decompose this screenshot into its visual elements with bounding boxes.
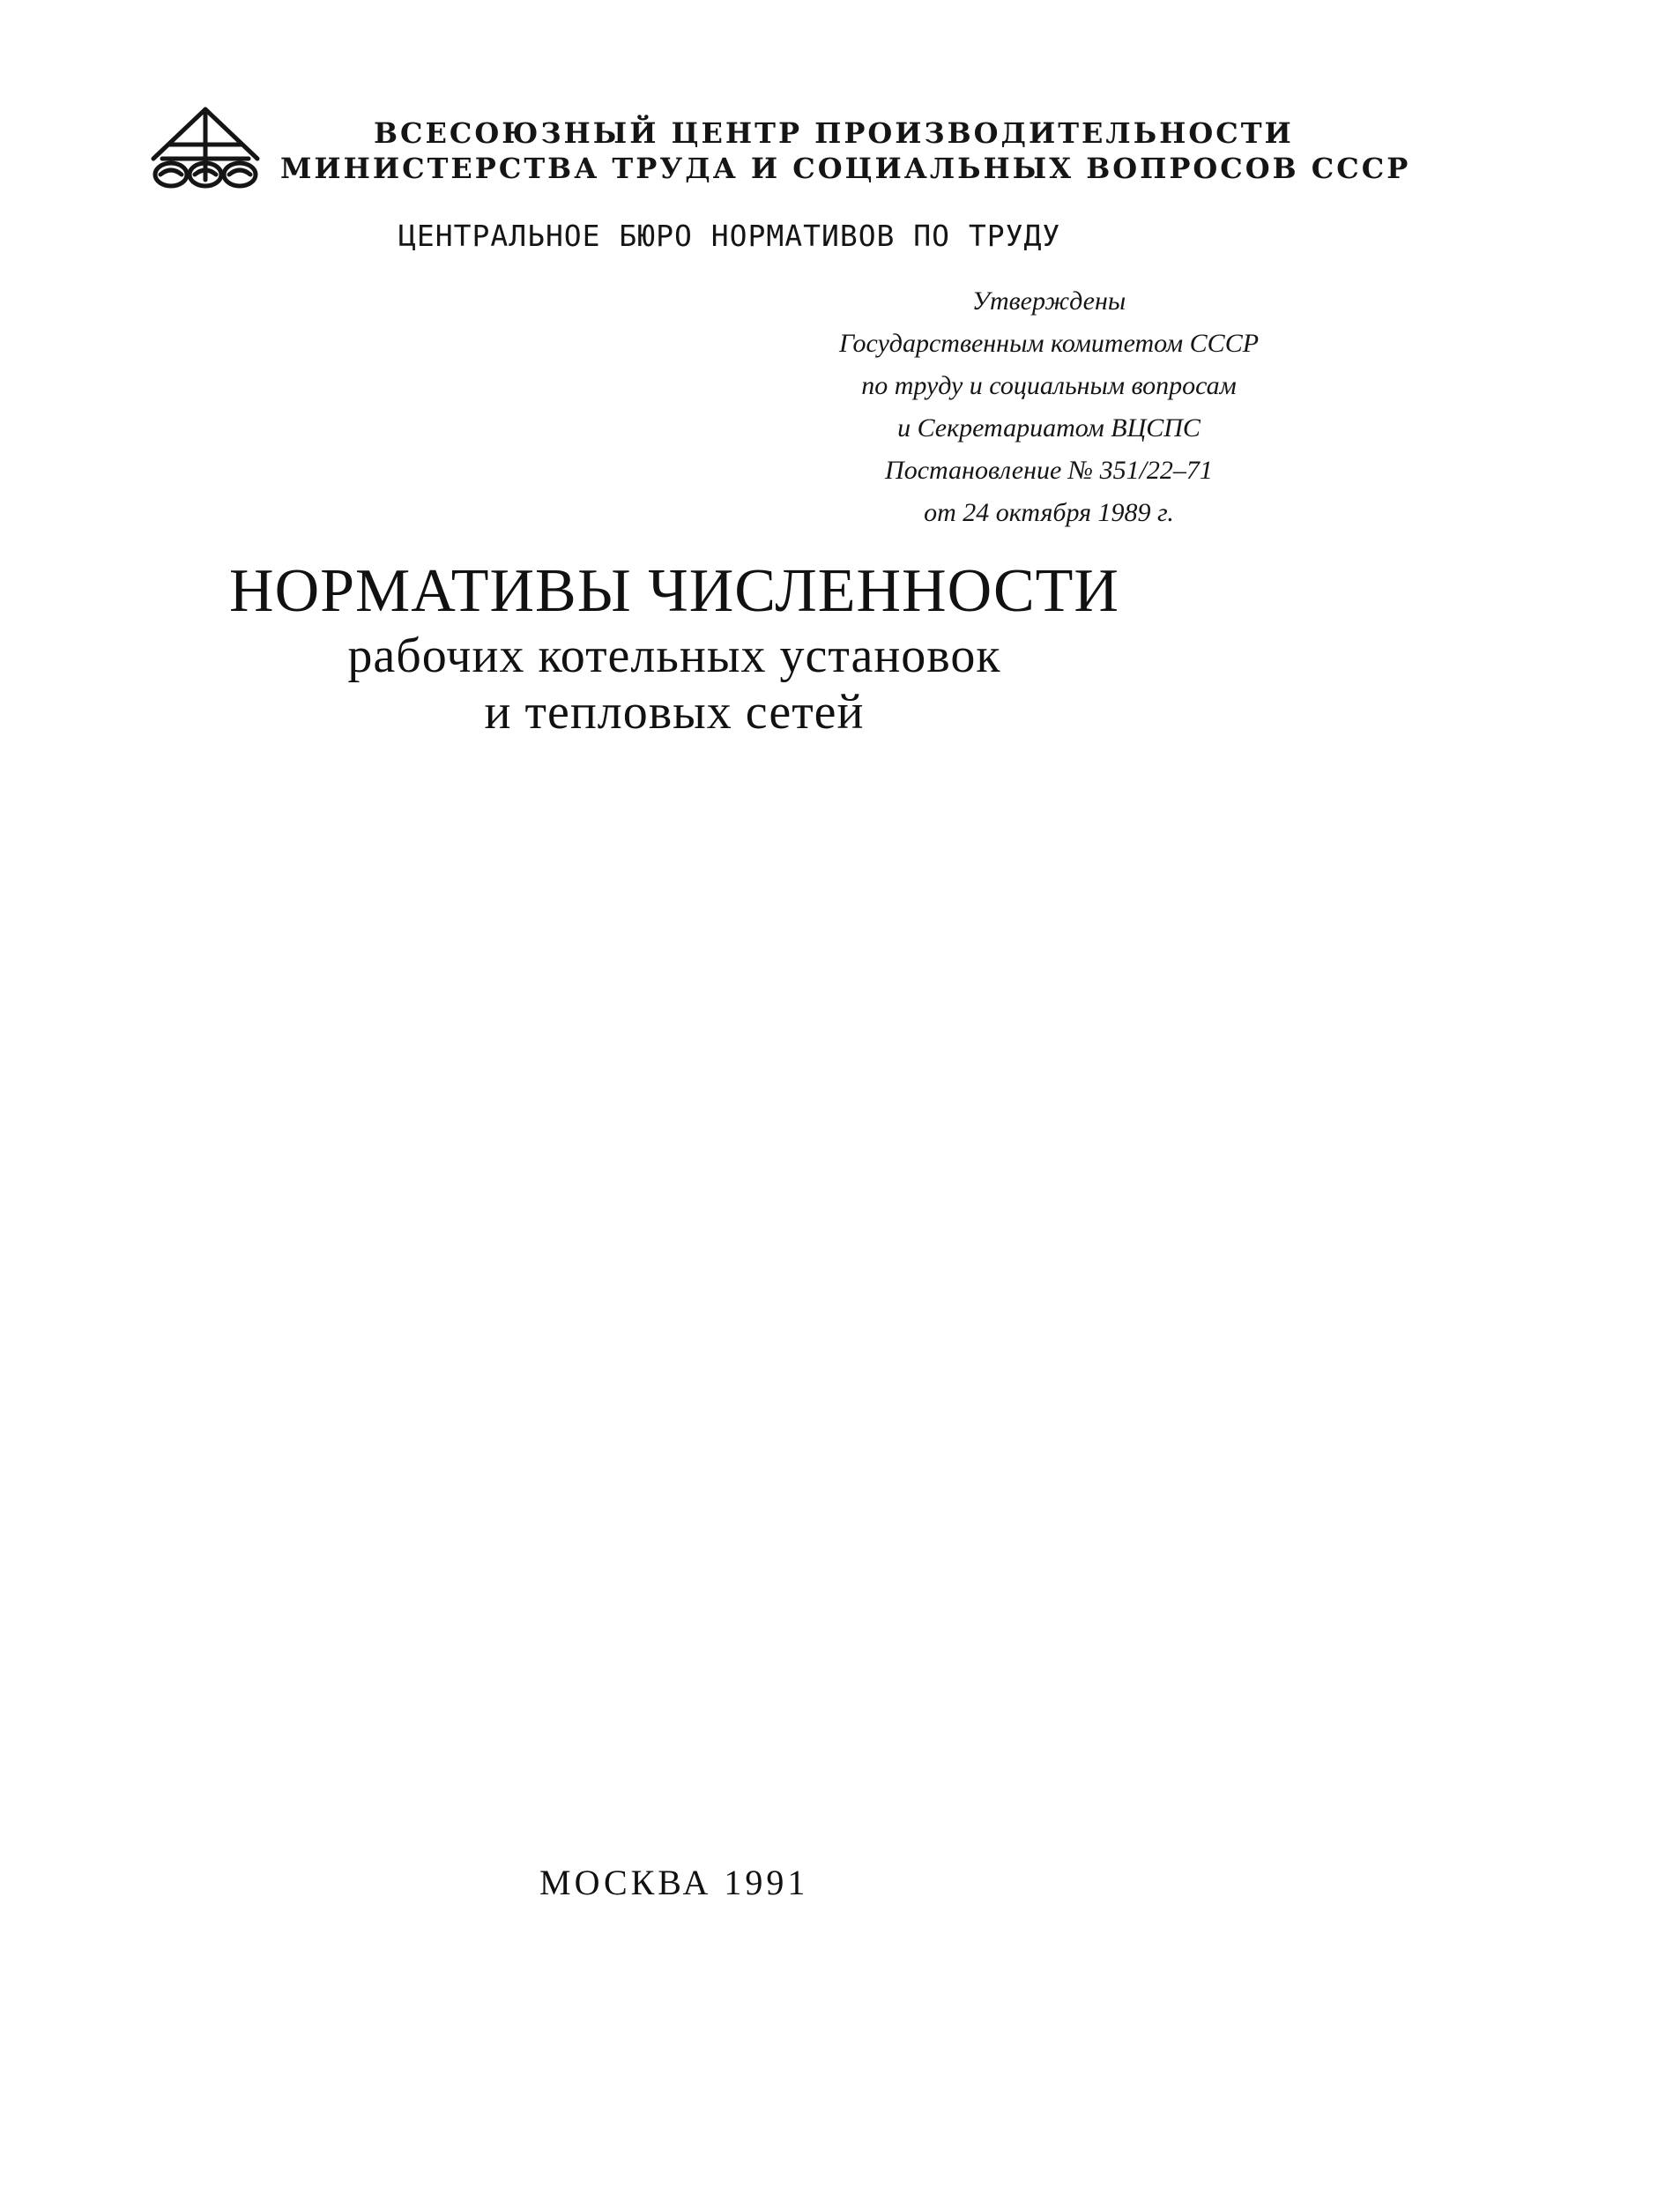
ministry-emblem-icon	[150, 104, 261, 192]
approval-line: по труду и социальным вопросам	[861, 371, 1237, 400]
approval-line: Утверждены	[971, 286, 1126, 316]
bureau-name: ЦЕНТРАЛЬНОЕ БЮРО НОРМАТИВОВ ПО ТРУДУ	[398, 219, 1061, 253]
approval-line: и Секретариатом ВЦСПС	[897, 413, 1201, 443]
title-main: НОРМАТИВЫ ЧИСЛЕННОСТИ	[229, 557, 1119, 625]
approval-line: Государственным комитетом СССР	[838, 329, 1260, 358]
title-subtitle-line-2: и тепловых сетей	[484, 685, 865, 740]
approval-line: от 24 октября 1989 г.	[924, 498, 1174, 527]
approval-block	[776, 280, 1322, 534]
organization-name-line-1: ВСЕСОЮЗНЫЙ ЦЕНТР ПРОИЗВОДИТЕЛЬНОСТИ	[374, 116, 1294, 150]
publication-place-year: МОСКВА 1991	[539, 1863, 809, 1902]
approval-line: Постановление № 351/22–71	[885, 456, 1213, 485]
title-subtitle-line-1: рабочих котельных установок	[347, 629, 1001, 683]
document-title	[194, 555, 1155, 740]
organization-name-line-2: МИНИСТЕРСТВА ТРУДА И СОЦИАЛЬНЫХ ВОПРОСОВ СССР	[280, 152, 1411, 185]
